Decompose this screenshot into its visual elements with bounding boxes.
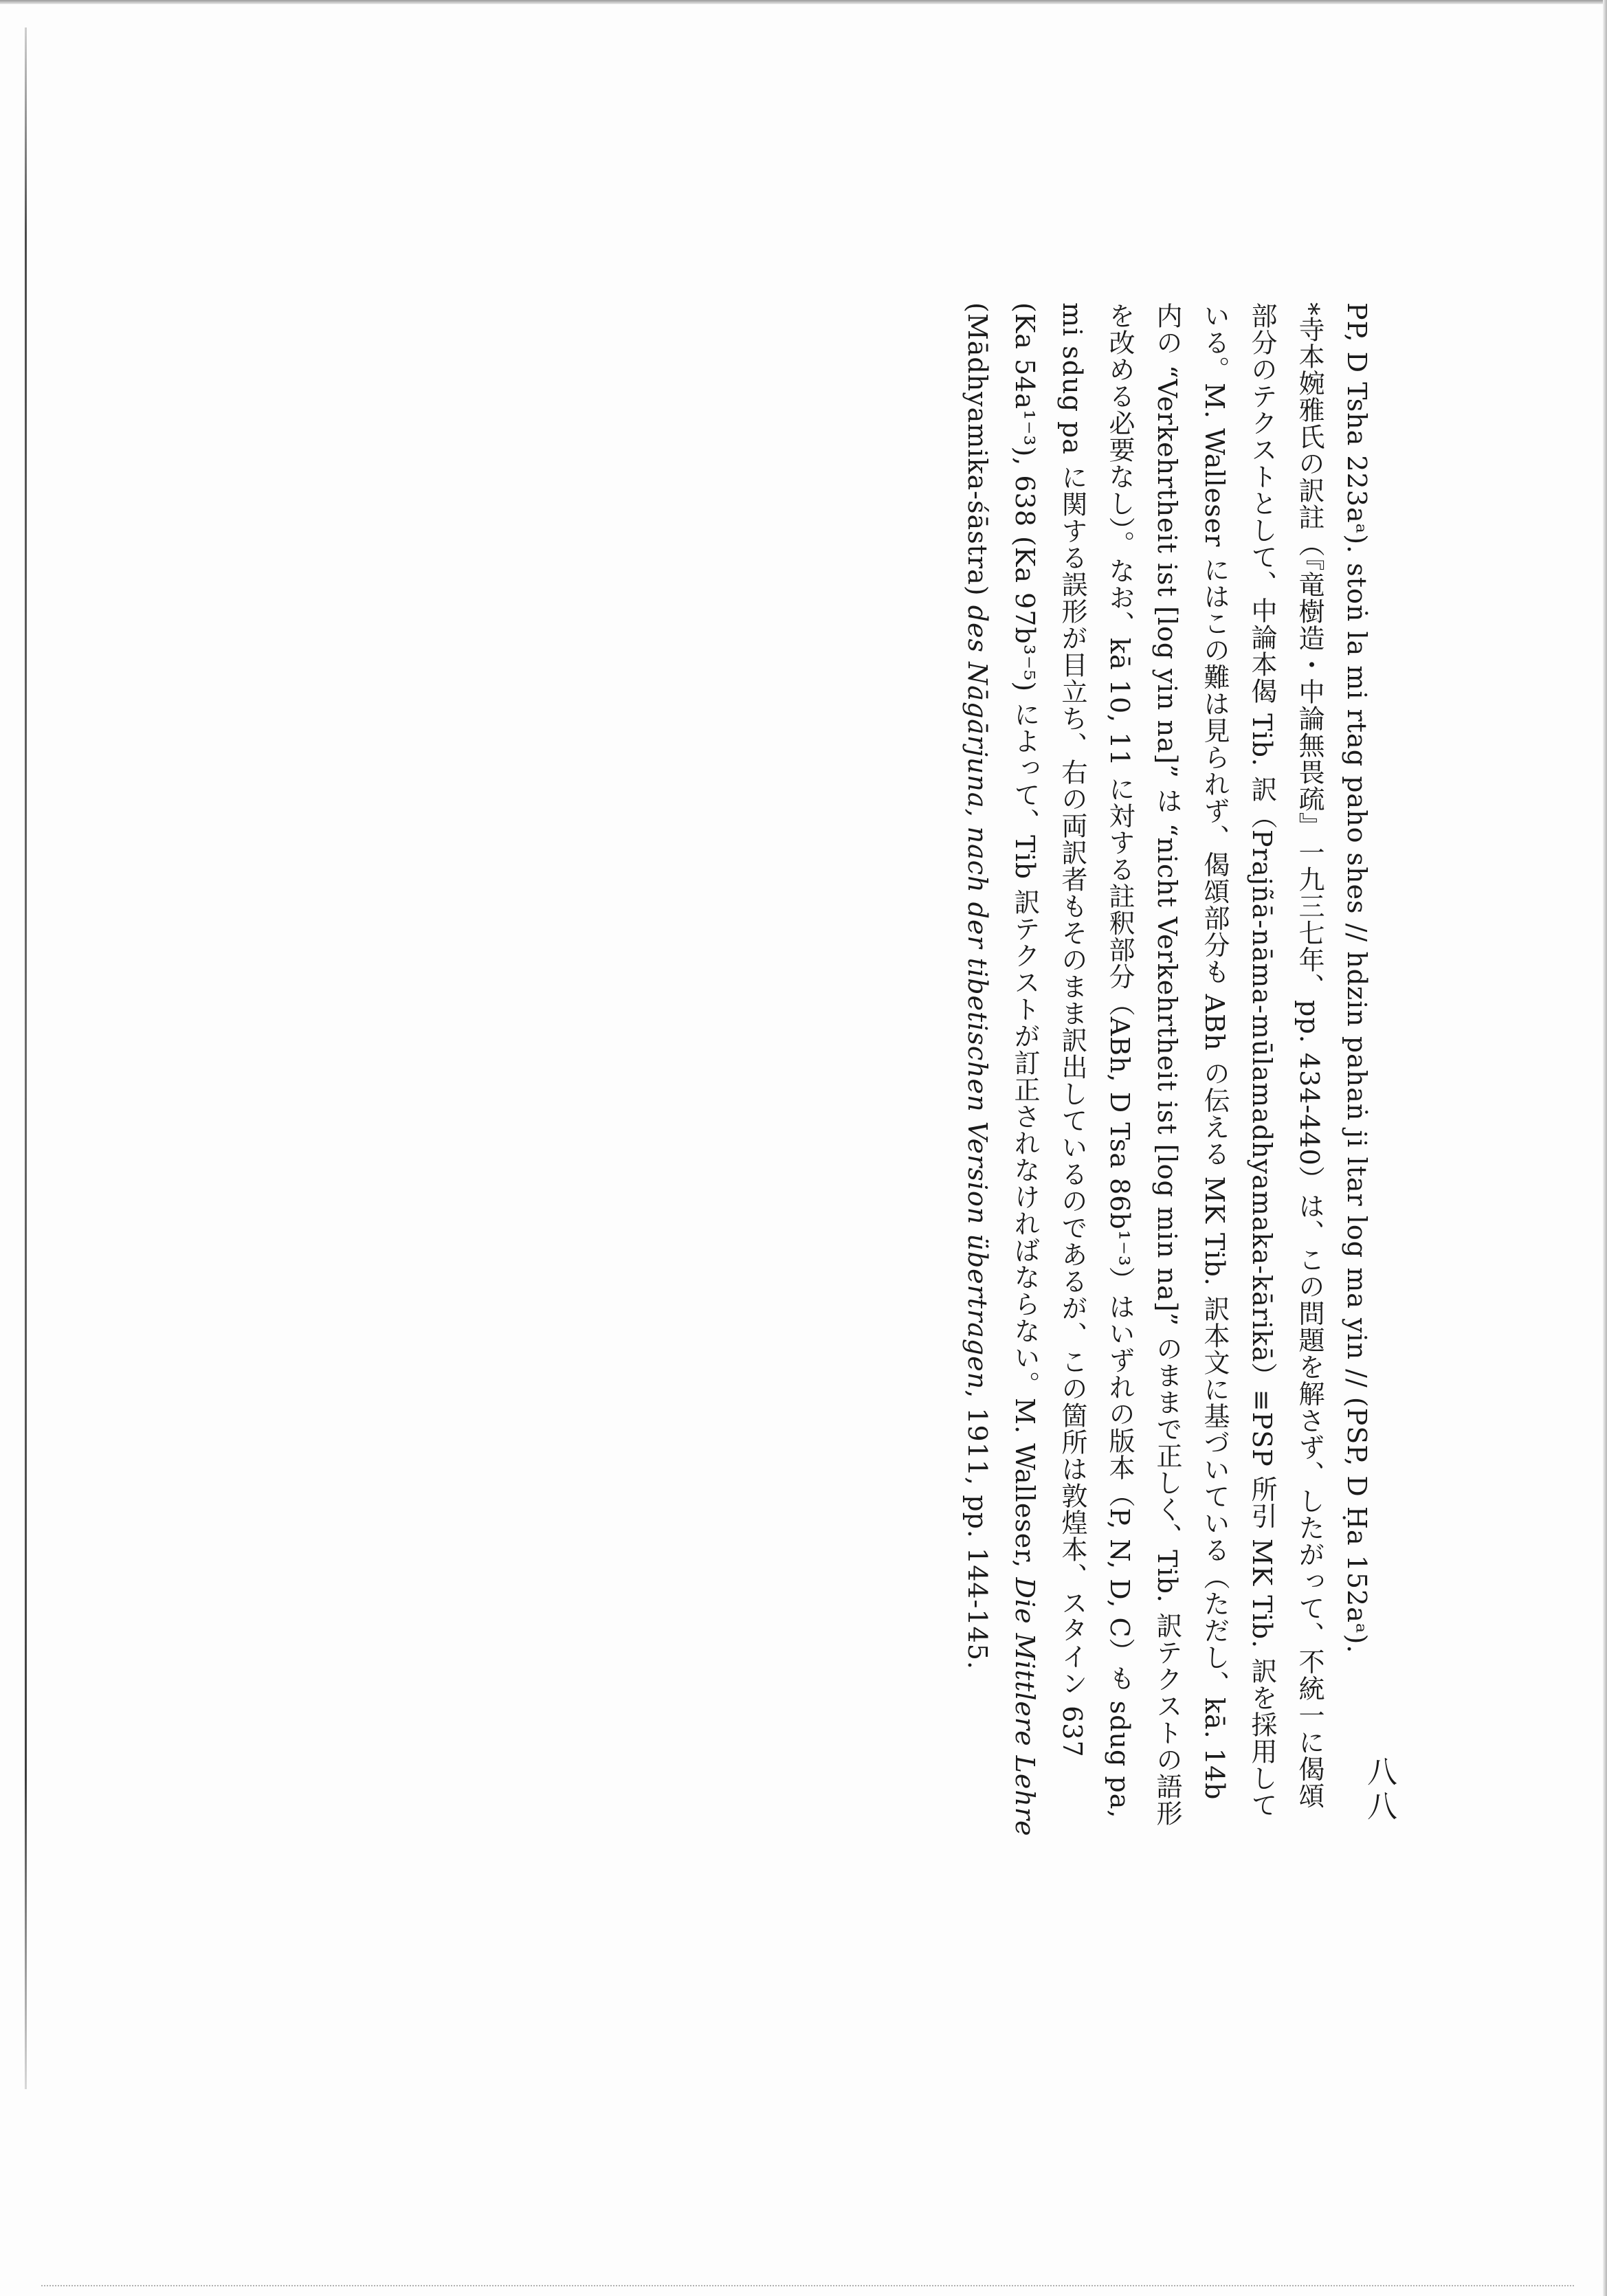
- scan-edge-right: [1603, 0, 1607, 2296]
- text-line-7: mi sdug pa に関する誤形が目立ち、右の両訳者もそのまま訳出しているのであるが、この箇所は敦煌本、スタイン 637: [1057, 302, 1087, 1758]
- text-line-3: 部分のテクストとして、中論本偈 Tib. 訳（Prajñā-nāma-mūlamadhyamaka-kārikā）≡PSP 所引 MK Tib. 訳を採用して: [1247, 302, 1277, 1819]
- scan-edge-top: [0, 0, 1607, 4]
- citation-title-1: Die Mittlere Lehre: [1010, 1577, 1040, 1837]
- text-line-8-main: (Ka 54a¹⁻³), 638 (Ka 97b³⁻⁵) によって、Tib 訳テクストが訂正されなければならない。M. Walleser,: [1010, 302, 1040, 1569]
- page-number: 八八: [1362, 1756, 1397, 1825]
- text-line-8: [1001, 302, 1048, 2048]
- citation-tail: , 1911, pp. 144-145.: [962, 1390, 993, 1670]
- citation-title-2: des Nāgārjuna, nach der tibetischen Version übertragen: [962, 605, 993, 1390]
- binding-shadow-line: [25, 27, 27, 2089]
- text-line-4: いる。M. Walleser にはこの難は見られず、偈頌部分も ABh の伝える MK Tib. 訳本文に基づいている（ただし、kā. 14b: [1199, 302, 1230, 1801]
- text-line-9: [953, 302, 1001, 2048]
- text-line-6: を改める必要なし）。なお、kā 10, 11 に対する註釈部分（ABh, D Tsa 86b¹⁻³）はいずれの版本（P, N, D, C）も sdug pa,: [1105, 302, 1135, 1819]
- citation-plain: (Mādhyamika-śāstra): [962, 302, 993, 597]
- scan-dotted-artifact: [41, 2285, 1574, 2286]
- text-line-1: PP, D Tsha 223aᵃ). stoṅ la mi rtag paho shes // hdzin pahaṅ ji ltar log ma yin // (PSP, D Ḥa 152aᵃ).: [1342, 302, 1372, 1654]
- text-line-5: 内の “Verkehrtheit ist [log yin na]” は “nicht Verkehrtheit ist [log min na]” のままで正しく、Tib. 訳テクストの語形: [1152, 302, 1182, 1827]
- text-line-2: *寺本婉雅氏の訳註（『竜樹造・中論無畏疏』一九三七年、pp. 434-440）は、この問題を解さず、したがって、不統一に偈頌: [1294, 302, 1325, 1809]
- footnote-text-block: [953, 302, 1380, 2048]
